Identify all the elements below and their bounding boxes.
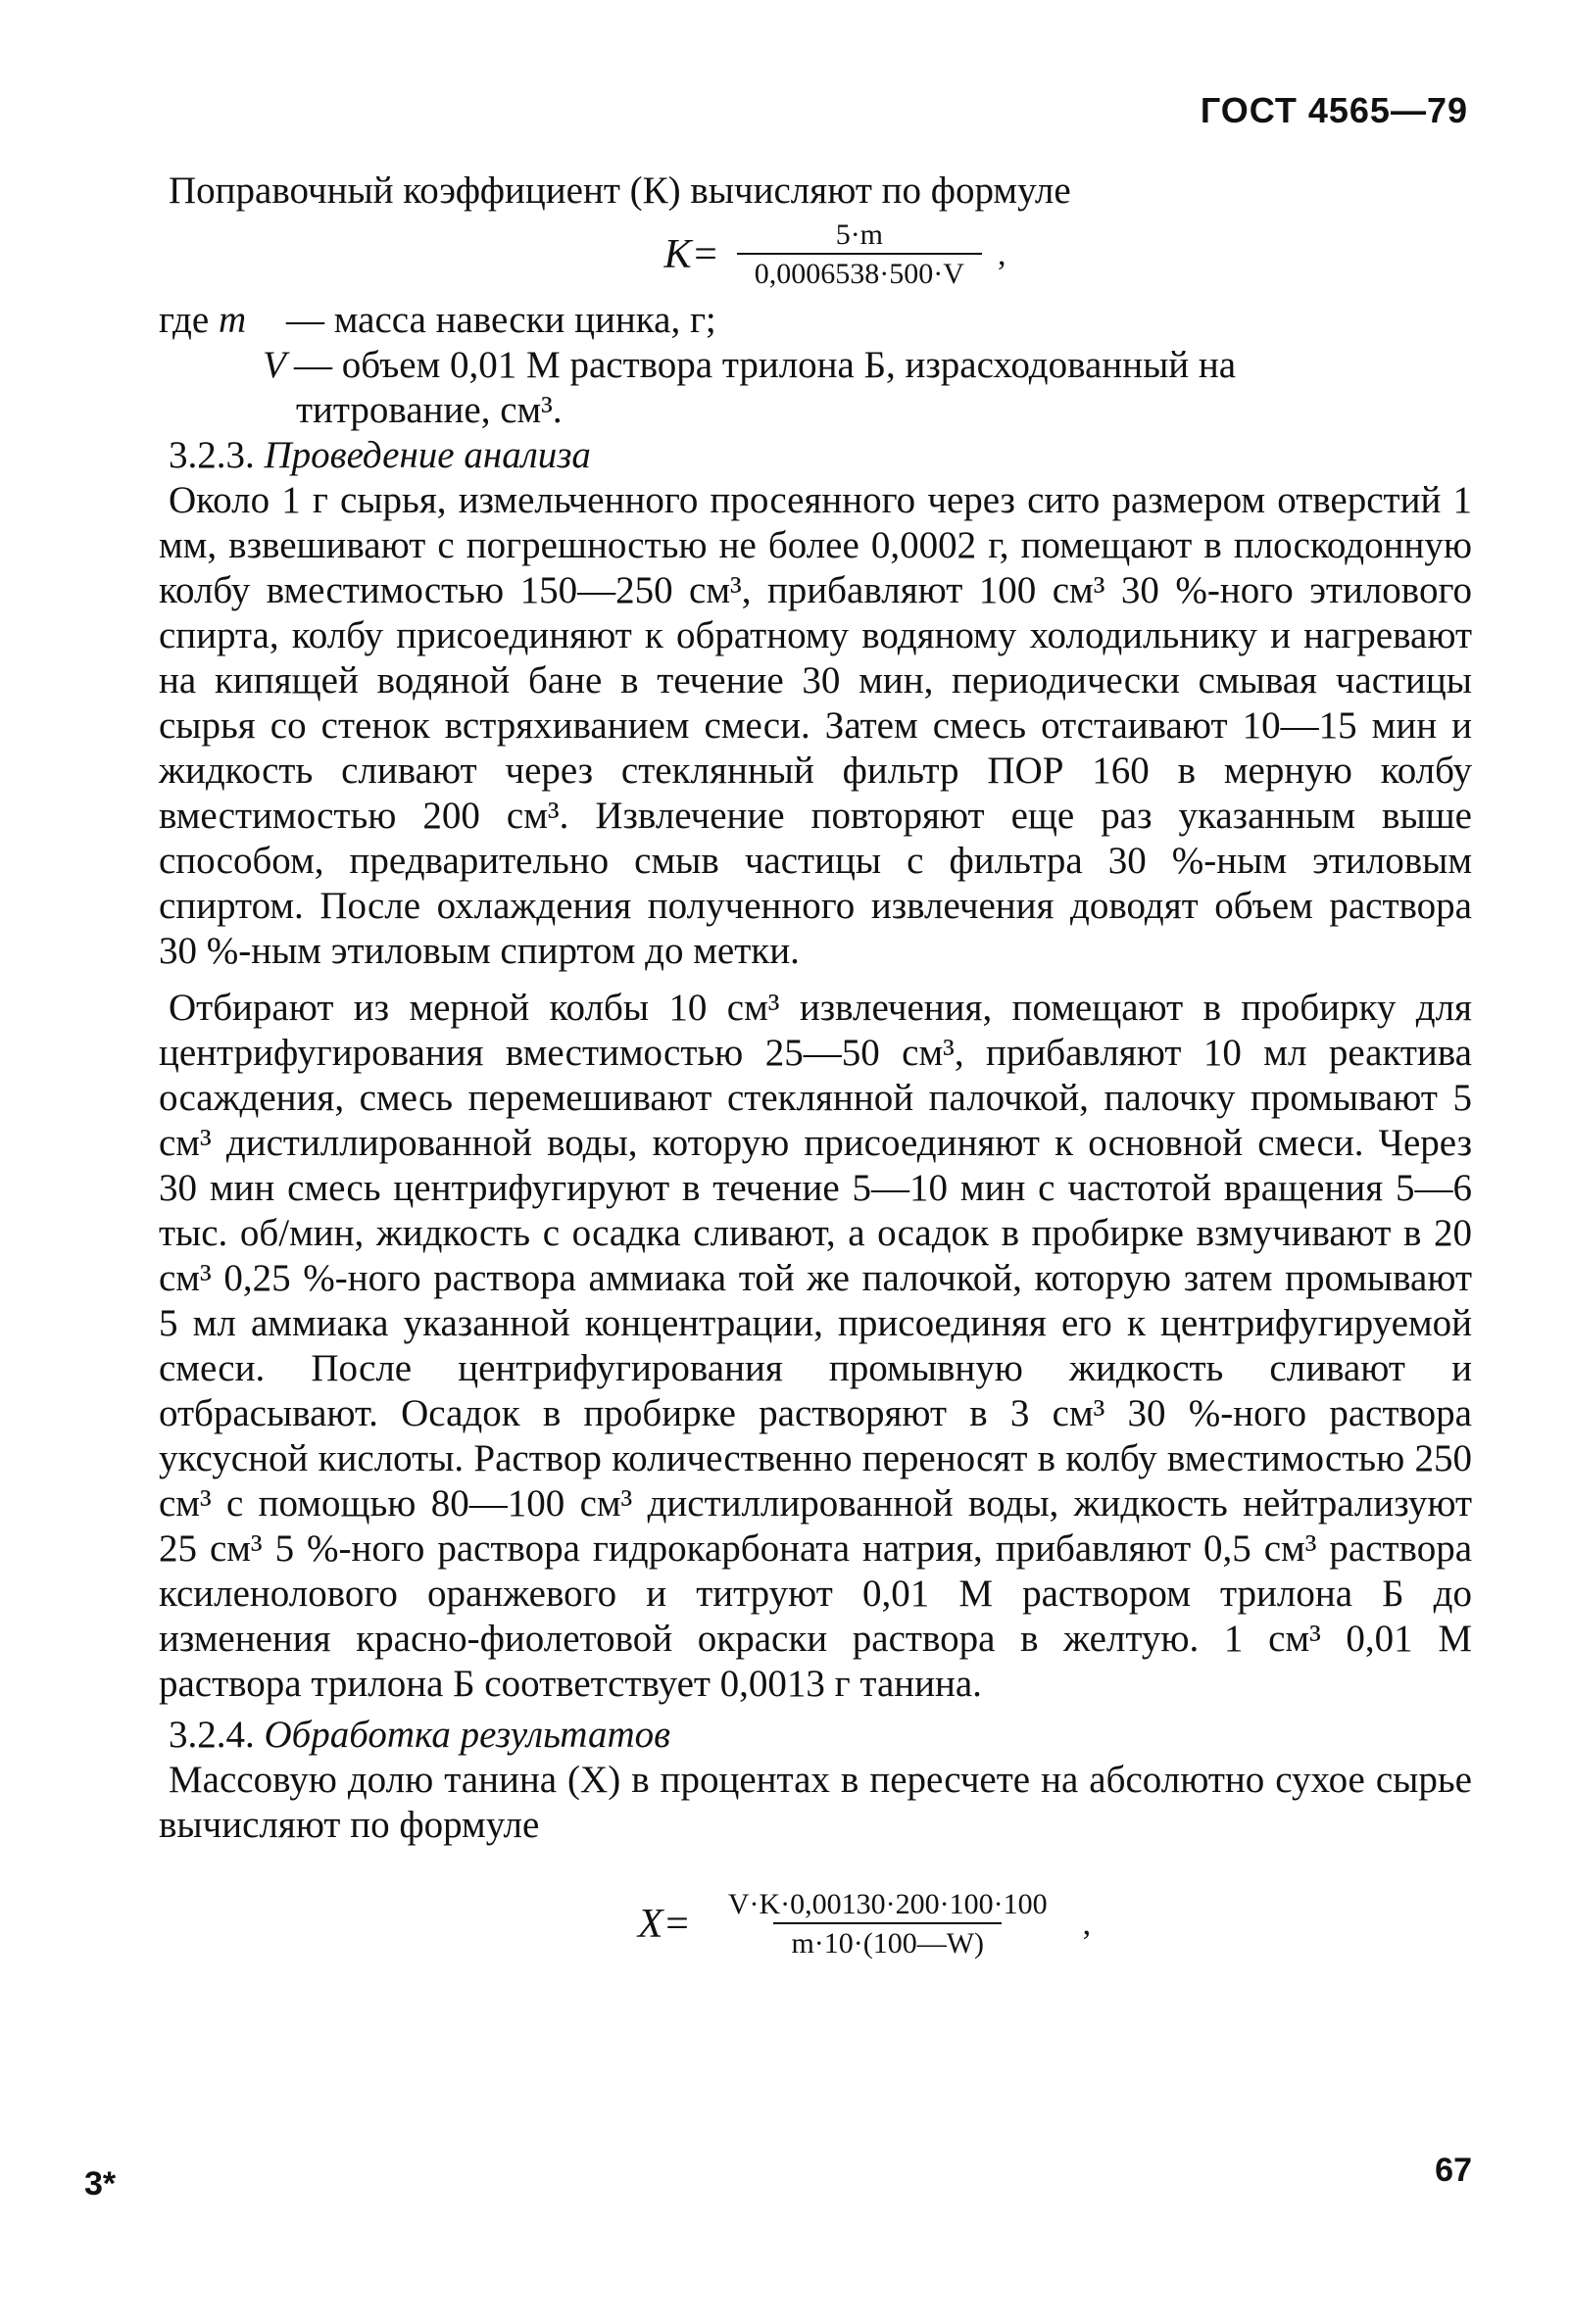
formula-x-lhs: X= xyxy=(637,1902,691,1947)
formula-k xyxy=(159,218,1472,292)
section-3-2-4-title: Обработка результатов xyxy=(264,1714,671,1756)
paragraph-centrifuge: Отбирают из мерной колбы 10 см³ извлечения, помещают в пробирку для центрифугирования вместимостью 25—50 см³, прибавляют 10 мл реактива осаждения, смесь перемешивают стеклянной палочкой, палочку промывают 5 см³ дистиллированной воды, которую присоединяют к основной смеси. Через 30 мин смесь центрифугируют в течение 5—10 мин с частотой вращения 5—6 тыс. об/мин, жидкость с осадка сливают, а осадок в пробирке взмучивают в 20 см³ 0,25 %-ного раствора аммиака той же палочкой, которую затем промывают 5 мл аммиака указанной концентрации, присоединяя его к центрифугируемой смеси. После центрифугирования промывную жидкость сливают и отбрасывают. Осадок в пробирке растворяют в 3 см³ 30 %-ного раствора уксусной кислоты. Раствор количественно переносят в колбу вместимостью 250 см³ с помощью 80—100 см³ дистиллированной воды, жидкость нейтрализуют 25 см³ 5 %-ного раствора гидрокарбоната натрия, прибавляют 0,5 см³ раствора ксиленолового оранжевого и титруют 0,01 М раствором трилона Б до изменения красно-фиолетовой окраски раствора в желтую. 1 см³ 0,01 М раствора трилона Б соответствует 0,0013 г танина. xyxy=(159,987,1472,1705)
section-3-2-3 xyxy=(159,433,1472,478)
where-block xyxy=(159,298,1472,433)
where-m-symbol: m xyxy=(218,299,247,341)
formula-x-fraction xyxy=(709,1887,1067,1961)
signature-mark: 3* xyxy=(84,2165,117,2203)
formula-x xyxy=(159,1887,1472,1961)
where-v-symbol-cell xyxy=(159,343,294,388)
where-m-row xyxy=(159,298,1472,343)
formula-x-denominator: m·10·(100—W) xyxy=(773,1922,1002,1961)
where-v-symbol: V xyxy=(263,344,286,386)
document-body xyxy=(159,169,1472,1967)
intro-line: Поправочный коэффициент (К) вычисляют по формуле xyxy=(169,169,1071,212)
formula-k-fraction xyxy=(737,218,982,292)
formula-x-numerator: V·K·0,00130·200·100·100 xyxy=(727,1888,1048,1920)
section-3-2-3-number: 3.2.3. xyxy=(169,434,255,476)
formula-k-trail: , xyxy=(997,236,1006,272)
section-3-2-4 xyxy=(159,1713,1472,1758)
where-label: где m xyxy=(159,299,247,341)
where-v-continuation: титрование, см³. xyxy=(296,389,563,431)
section-3-2-4-number: 3.2.4. xyxy=(169,1714,255,1756)
paragraph-results: Массовую долю танина (X) в процентах в пересчете на абсолютно сухое сырье вычисляют по формуле xyxy=(159,1759,1472,1846)
formula-k-numerator: 5·m xyxy=(835,218,884,251)
formula-k-lhs: К= xyxy=(663,232,719,277)
section-3-2-3-title: Проведение анализа xyxy=(264,434,591,476)
where-v-text: — объем 0,01 М раствора трилона Б, израсходованный на xyxy=(294,344,1237,386)
paragraph-analysis: Около 1 г сырья, измельченного просеянного через сито размером отверстий 1 мм, взвешивают с погрешностью не более 0,0002 г, помещают в плоскодонную колбу вместимостью 150—250 см³, прибавляют 100 см³ 30 %-ного этилового спирта, колбу присоединяют к обратному водяному холодильнику и нагревают на кипящей водяной бане в течение 30 мин, периодически смывая частицы сырья со стенок встряхиванием смеси. Затем смесь отстаивают 10—15 мин и жидкость сливают через стеклянный фильтр ПОР 160 в мерную колбу вместимостью 200 см³. Извлечение повторяют еще раз указанным выше способом, предварительно смыв частицы с фильтра 30 %-ным этиловым спиртом. После охлаждения полученного извлечения доводят объем раствора 30 %-ным этиловым спиртом до метки. xyxy=(159,479,1472,972)
standard-header: ГОСТ 4565—79 xyxy=(1200,90,1468,130)
where-m-text: — масса навески цинка, г; xyxy=(286,299,716,341)
formula-k-denominator: 0,0006538·500·V xyxy=(737,253,982,292)
page-number: 67 xyxy=(1435,2152,1472,2189)
formula-x-trail: , xyxy=(1082,1906,1092,1942)
where-v-row xyxy=(159,343,1472,388)
